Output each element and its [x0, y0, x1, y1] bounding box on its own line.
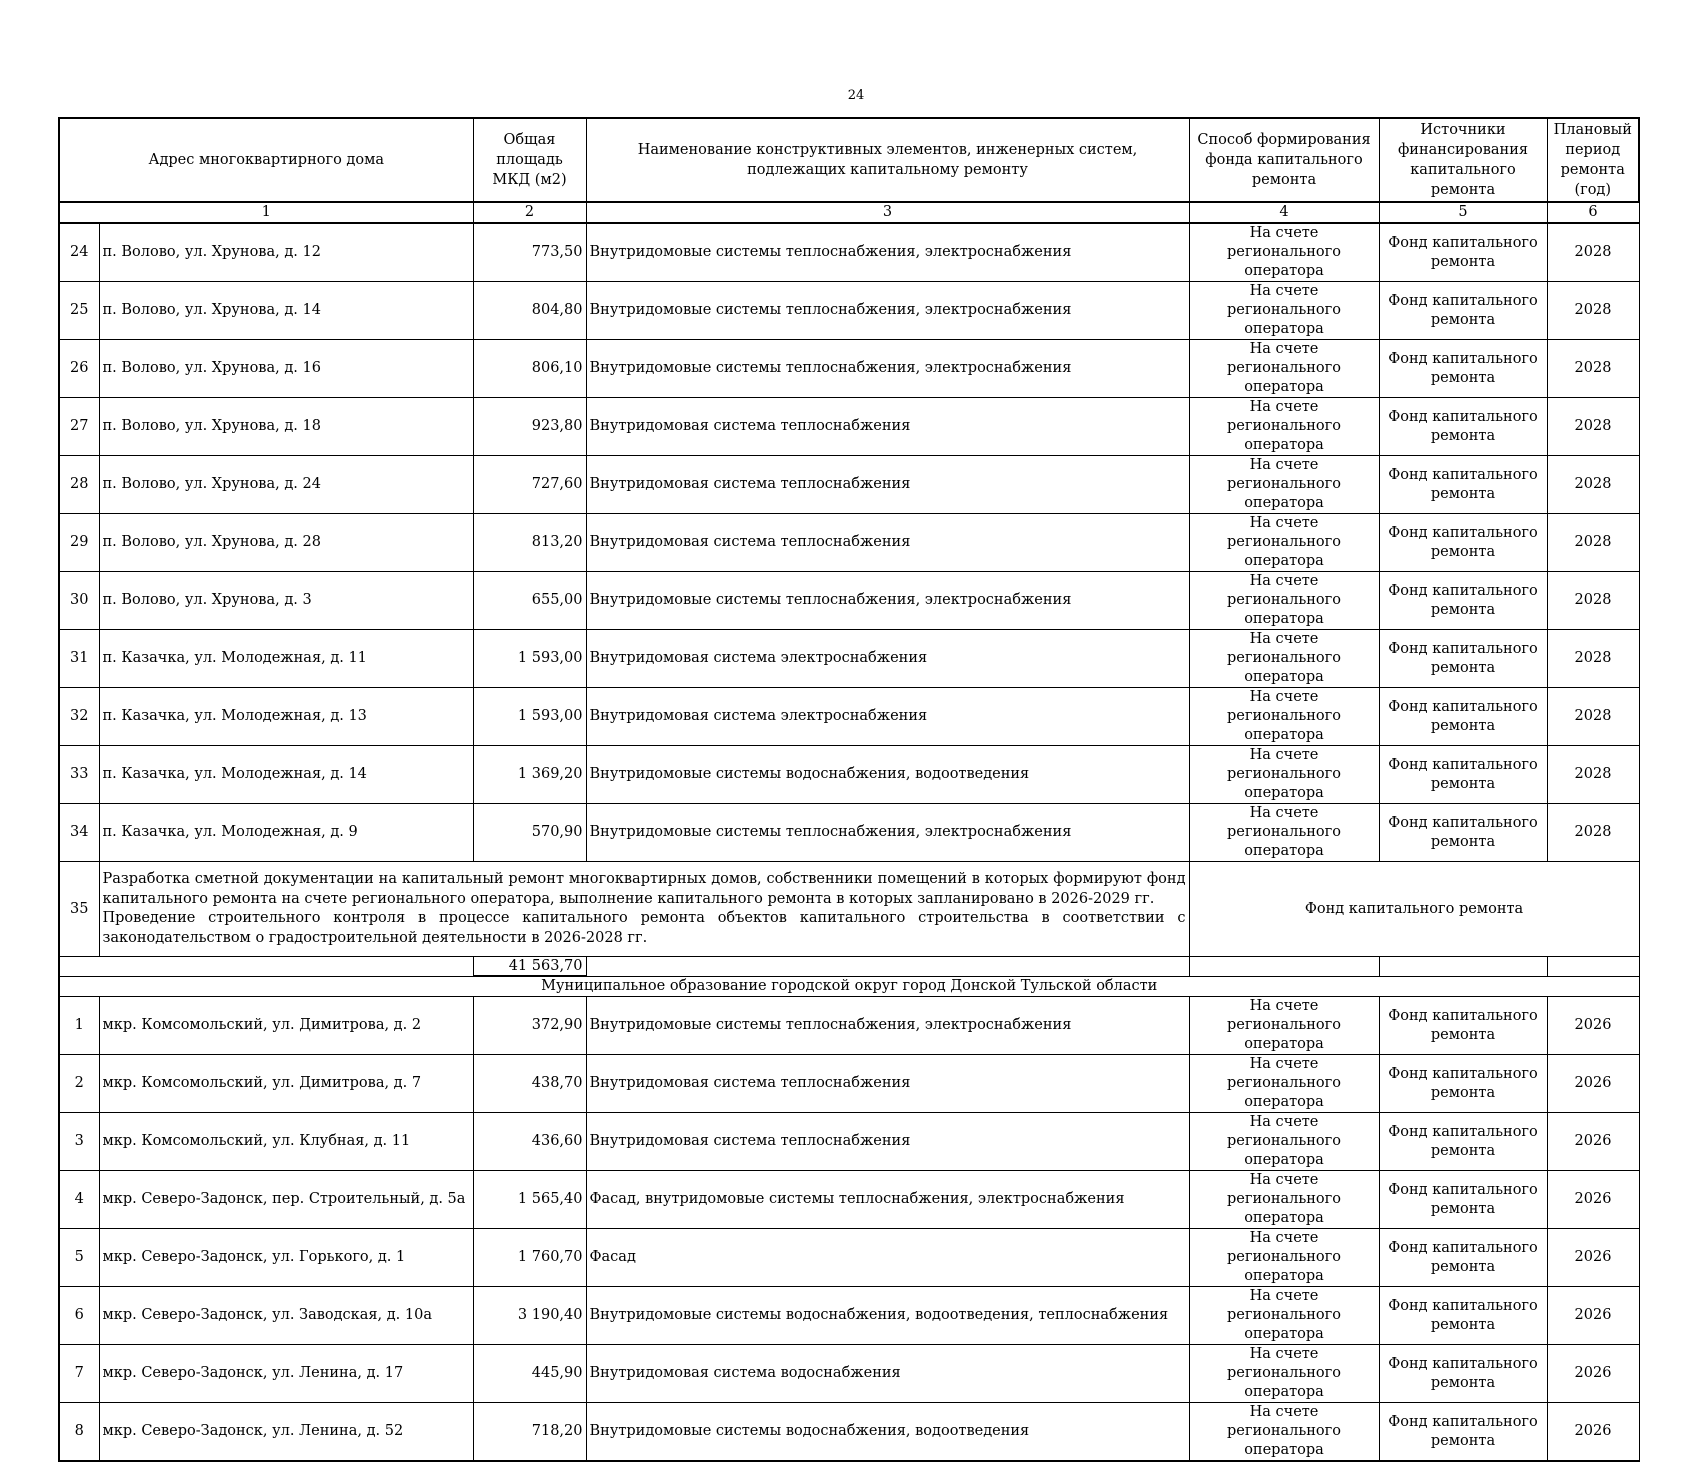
row-source: Фонд капитального ремонта — [1379, 630, 1547, 688]
row-area: 813,20 — [473, 514, 586, 572]
row-method: На счете регионального оператора — [1189, 572, 1379, 630]
table-header-row — [59, 118, 1639, 202]
total-empty — [59, 957, 473, 977]
row-address: п. Казачка, ул. Молодежная, д. 14 — [99, 746, 473, 804]
row-method: На счете регионального оператора — [1189, 630, 1379, 688]
row-source: Фонд капитального ремонта — [1379, 340, 1547, 398]
row-method: На счете регионального оператора — [1189, 1113, 1379, 1171]
table-row — [59, 282, 1639, 340]
column-number: 4 — [1189, 202, 1379, 223]
row-number: 32 — [59, 688, 99, 746]
table-row — [59, 1113, 1639, 1171]
row-source: Фонд капитального ремонта — [1379, 1403, 1547, 1462]
header-source: Источники финансирования капитального ремонта — [1379, 118, 1547, 202]
row-address: п. Волово, ул. Хрунова, д. 12 — [99, 223, 473, 282]
row-year: 2028 — [1547, 746, 1639, 804]
row-area: 372,90 — [473, 997, 586, 1055]
row-source: Фонд капитального ремонта — [1379, 1171, 1547, 1229]
row-year: 2028 — [1547, 804, 1639, 862]
table-row — [59, 997, 1639, 1055]
row-year: 2026 — [1547, 1287, 1639, 1345]
row-number: 4 — [59, 1171, 99, 1229]
column-number: 6 — [1547, 202, 1639, 223]
row-elements: Внутридомовые системы водоснабжения, водоотведения — [586, 1403, 1189, 1462]
row-address: мкр. Северо-Задонск, ул. Ленина, д. 17 — [99, 1345, 473, 1403]
row-elements: Внутридомовые системы водоснабжения, водоотведения — [586, 746, 1189, 804]
table-row — [59, 340, 1639, 398]
row-area: 445,90 — [473, 1345, 586, 1403]
note-text — [99, 862, 1189, 957]
table-row — [59, 630, 1639, 688]
row-elements: Внутридомовые системы теплоснабжения, электроснабжения — [586, 223, 1189, 282]
row-source: Фонд капитального ремонта — [1379, 1229, 1547, 1287]
row-address: п. Казачка, ул. Молодежная, д. 13 — [99, 688, 473, 746]
row-address: мкр. Северо-Задонск, ул. Горького, д. 1 — [99, 1229, 473, 1287]
table-row — [59, 1055, 1639, 1113]
row-elements: Внутридомовая система теплоснабжения — [586, 398, 1189, 456]
row-source: Фонд капитального ремонта — [1379, 514, 1547, 572]
total-empty — [1547, 957, 1639, 977]
row-address: мкр. Комсомольский, ул. Димитрова, д. 2 — [99, 997, 473, 1055]
row-year: 2026 — [1547, 1055, 1639, 1113]
row-area: 655,00 — [473, 572, 586, 630]
row-year: 2026 — [1547, 1113, 1639, 1171]
row-address: п. Казачка, ул. Молодежная, д. 9 — [99, 804, 473, 862]
row-elements: Внутридомовые системы теплоснабжения, электроснабжения — [586, 804, 1189, 862]
row-number: 24 — [59, 223, 99, 282]
section-row — [59, 976, 1639, 997]
row-number: 2 — [59, 1055, 99, 1113]
row-source: Фонд капитального ремонта — [1379, 398, 1547, 456]
row-address: мкр. Северо-Задонск, ул. Ленина, д. 52 — [99, 1403, 473, 1462]
row-elements: Внутридомовая система теплоснабжения — [586, 514, 1189, 572]
row-method: На счете регионального оператора — [1189, 1403, 1379, 1462]
total-area: 41 563,70 — [473, 957, 586, 977]
row-address: мкр. Комсомольский, ул. Димитрова, д. 7 — [99, 1055, 473, 1113]
row-address: п. Волово, ул. Хрунова, д. 24 — [99, 456, 473, 514]
row-area: 727,60 — [473, 456, 586, 514]
row-area: 3 190,40 — [473, 1287, 586, 1345]
row-elements: Фасад, внутридомовые системы теплоснабжения, электроснабжения — [586, 1171, 1189, 1229]
table-row — [59, 572, 1639, 630]
row-method: На счете регионального оператора — [1189, 1055, 1379, 1113]
row-method: На счете регионального оператора — [1189, 997, 1379, 1055]
row-area: 570,90 — [473, 804, 586, 862]
row-method: На счете регионального оператора — [1189, 340, 1379, 398]
header-address: Адрес многоквартирного дома — [59, 118, 473, 202]
row-method: На счете регионального оператора — [1189, 282, 1379, 340]
table-row — [59, 746, 1639, 804]
row-source: Фонд капитального ремонта — [1379, 688, 1547, 746]
row-area: 436,60 — [473, 1113, 586, 1171]
row-area: 1 760,70 — [473, 1229, 586, 1287]
row-source: Фонд капитального ремонта — [1379, 1113, 1547, 1171]
table-row — [59, 223, 1639, 282]
row-year: 2028 — [1547, 398, 1639, 456]
column-number: 2 — [473, 202, 586, 223]
row-elements: Внутридомовая система теплоснабжения — [586, 1113, 1189, 1171]
row-address: п. Волово, ул. Хрунова, д. 14 — [99, 282, 473, 340]
row-year: 2028 — [1547, 456, 1639, 514]
row-method: На счете регионального оператора — [1189, 804, 1379, 862]
row-elements: Внутридомовые системы теплоснабжения, электроснабжения — [586, 997, 1189, 1055]
row-year: 2026 — [1547, 997, 1639, 1055]
table-row — [59, 1287, 1639, 1345]
table-row — [59, 398, 1639, 456]
row-number: 33 — [59, 746, 99, 804]
row-number: 30 — [59, 572, 99, 630]
row-year: 2028 — [1547, 514, 1639, 572]
table-row — [59, 1403, 1639, 1462]
table-row — [59, 688, 1639, 746]
row-method: На счете регионального оператора — [1189, 688, 1379, 746]
row-address: мкр. Северо-Задонск, пер. Строительный, д. 5а — [99, 1171, 473, 1229]
table-row — [59, 456, 1639, 514]
row-elements: Внутридомовые системы теплоснабжения, электроснабжения — [586, 282, 1189, 340]
header-method: Способ формирования фонда капитального ремонта — [1189, 118, 1379, 202]
row-method: На счете регионального оператора — [1189, 398, 1379, 456]
row-source: Фонд капитального ремонта — [1379, 1345, 1547, 1403]
row-year: 2028 — [1547, 688, 1639, 746]
repair-plan-table — [58, 117, 1640, 1462]
row-number: 35 — [59, 862, 99, 957]
row-year: 2028 — [1547, 223, 1639, 282]
row-number: 25 — [59, 282, 99, 340]
row-source: Фонд капитального ремонта — [1379, 1287, 1547, 1345]
column-number: 3 — [586, 202, 1189, 223]
row-elements: Внутридомовые системы теплоснабжения, электроснабжения — [586, 572, 1189, 630]
row-address: п. Волово, ул. Хрунова, д. 3 — [99, 572, 473, 630]
row-number: 1 — [59, 997, 99, 1055]
header-period: Плановый период ремонта (год) — [1547, 118, 1639, 202]
header-area: Общая площадь МКД (м2) — [473, 118, 586, 202]
row-source: Фонд капитального ремонта — [1379, 223, 1547, 282]
row-method: На счете регионального оператора — [1189, 1171, 1379, 1229]
row-area: 804,80 — [473, 282, 586, 340]
row-year: 2028 — [1547, 282, 1639, 340]
row-address: п. Казачка, ул. Молодежная, д. 11 — [99, 630, 473, 688]
table-row — [59, 1229, 1639, 1287]
row-number: 5 — [59, 1229, 99, 1287]
row-source: Фонд капитального ремонта — [1379, 746, 1547, 804]
row-area: 1 593,00 — [473, 688, 586, 746]
row-method: На счете регионального оператора — [1189, 514, 1379, 572]
column-number: 1 — [59, 202, 473, 223]
row-method: На счете регионального оператора — [1189, 1287, 1379, 1345]
row-number: 6 — [59, 1287, 99, 1345]
row-year: 2028 — [1547, 630, 1639, 688]
page-number: 24 — [847, 88, 865, 103]
row-area: 1 369,20 — [473, 746, 586, 804]
column-number-row — [59, 202, 1639, 223]
row-elements: Фасад — [586, 1229, 1189, 1287]
row-elements: Внутридомовые системы теплоснабжения, электроснабжения — [586, 340, 1189, 398]
section-title: Муниципальное образование городской округ город Донской Тульской области — [59, 976, 1639, 997]
row-number: 3 — [59, 1113, 99, 1171]
row-year: 2026 — [1547, 1171, 1639, 1229]
total-empty — [586, 957, 1189, 977]
row-source: Фонд капитального ремонта — [1379, 1055, 1547, 1113]
row-area: 438,70 — [473, 1055, 586, 1113]
row-address: п. Волово, ул. Хрунова, д. 18 — [99, 398, 473, 456]
total-empty — [1379, 957, 1547, 977]
row-number: 29 — [59, 514, 99, 572]
row-area: 1 593,00 — [473, 630, 586, 688]
row-source: Фонд капитального ремонта — [1379, 456, 1547, 514]
row-number: 8 — [59, 1403, 99, 1462]
row-method: На счете регионального оператора — [1189, 746, 1379, 804]
row-elements: Внутридомовая система электроснабжения — [586, 688, 1189, 746]
total-empty — [1189, 957, 1379, 977]
column-number: 5 — [1379, 202, 1547, 223]
row-elements: Внутридомовая система теплоснабжения — [586, 456, 1189, 514]
row-source: Фонд капитального ремонта — [1379, 572, 1547, 630]
row-method: На счете регионального оператора — [1189, 1345, 1379, 1403]
row-area: 773,50 — [473, 223, 586, 282]
row-elements: Внутридомовая система электроснабжения — [586, 630, 1189, 688]
row-area: 718,20 — [473, 1403, 586, 1462]
note-paragraph-1: Разработка сметной документации на капитальный ремонт многоквартирных домов, собственники помещений в которых формируют фонд капитального ремонта на счете регионального оператора, выполнение капитального ремонта в которых запланировано в 2026-2029 гг. — [102, 871, 1186, 907]
row-area: 923,80 — [473, 398, 586, 456]
row-number: 34 — [59, 804, 99, 862]
row-source: Фонд капитального ремонта — [1379, 804, 1547, 862]
row-address: мкр. Северо-Задонск, ул. Заводская, д. 10а — [99, 1287, 473, 1345]
row-elements: Внутридомовая система теплоснабжения — [586, 1055, 1189, 1113]
row-area: 806,10 — [473, 340, 586, 398]
row-address: п. Волово, ул. Хрунова, д. 16 — [99, 340, 473, 398]
table-row — [59, 1345, 1639, 1403]
row-number: 7 — [59, 1345, 99, 1403]
row-year: 2026 — [1547, 1345, 1639, 1403]
row-number: 31 — [59, 630, 99, 688]
row-address: п. Волово, ул. Хрунова, д. 28 — [99, 514, 473, 572]
row-number: 27 — [59, 398, 99, 456]
row-number: 28 — [59, 456, 99, 514]
note-paragraph-2: Проведение строительного контроля в процессе капитального ремонта объектов капитального строительства в соответствии с законодательством о градостроительной деятельности в 2026-2028 гг. — [102, 910, 1186, 946]
table-row — [59, 804, 1639, 862]
row-year: 2026 — [1547, 1229, 1639, 1287]
row-elements: Внутридомовые системы водоснабжения, водоотведения, теплоснабжения — [586, 1287, 1189, 1345]
row-method: На счете регионального оператора — [1189, 456, 1379, 514]
row-number: 26 — [59, 340, 99, 398]
note-row — [59, 862, 1639, 957]
row-year: 2026 — [1547, 1403, 1639, 1462]
row-area: 1 565,40 — [473, 1171, 586, 1229]
row-year: 2028 — [1547, 340, 1639, 398]
row-elements: Внутридомовая система водоснабжения — [586, 1345, 1189, 1403]
table-row — [59, 514, 1639, 572]
row-source: Фонд капитального ремонта — [1379, 997, 1547, 1055]
row-address: мкр. Комсомольский, ул. Клубная, д. 11 — [99, 1113, 473, 1171]
row-method: На счете регионального оператора — [1189, 1229, 1379, 1287]
row-source: Фонд капитального ремонта — [1379, 282, 1547, 340]
row-year: 2028 — [1547, 572, 1639, 630]
note-source: Фонд капитального ремонта — [1189, 862, 1639, 957]
header-elements: Наименование конструктивных элементов, инженерных систем, подлежащих капитальному ремонту — [586, 118, 1189, 202]
row-method: На счете регионального оператора — [1189, 223, 1379, 282]
total-row — [59, 957, 1639, 977]
